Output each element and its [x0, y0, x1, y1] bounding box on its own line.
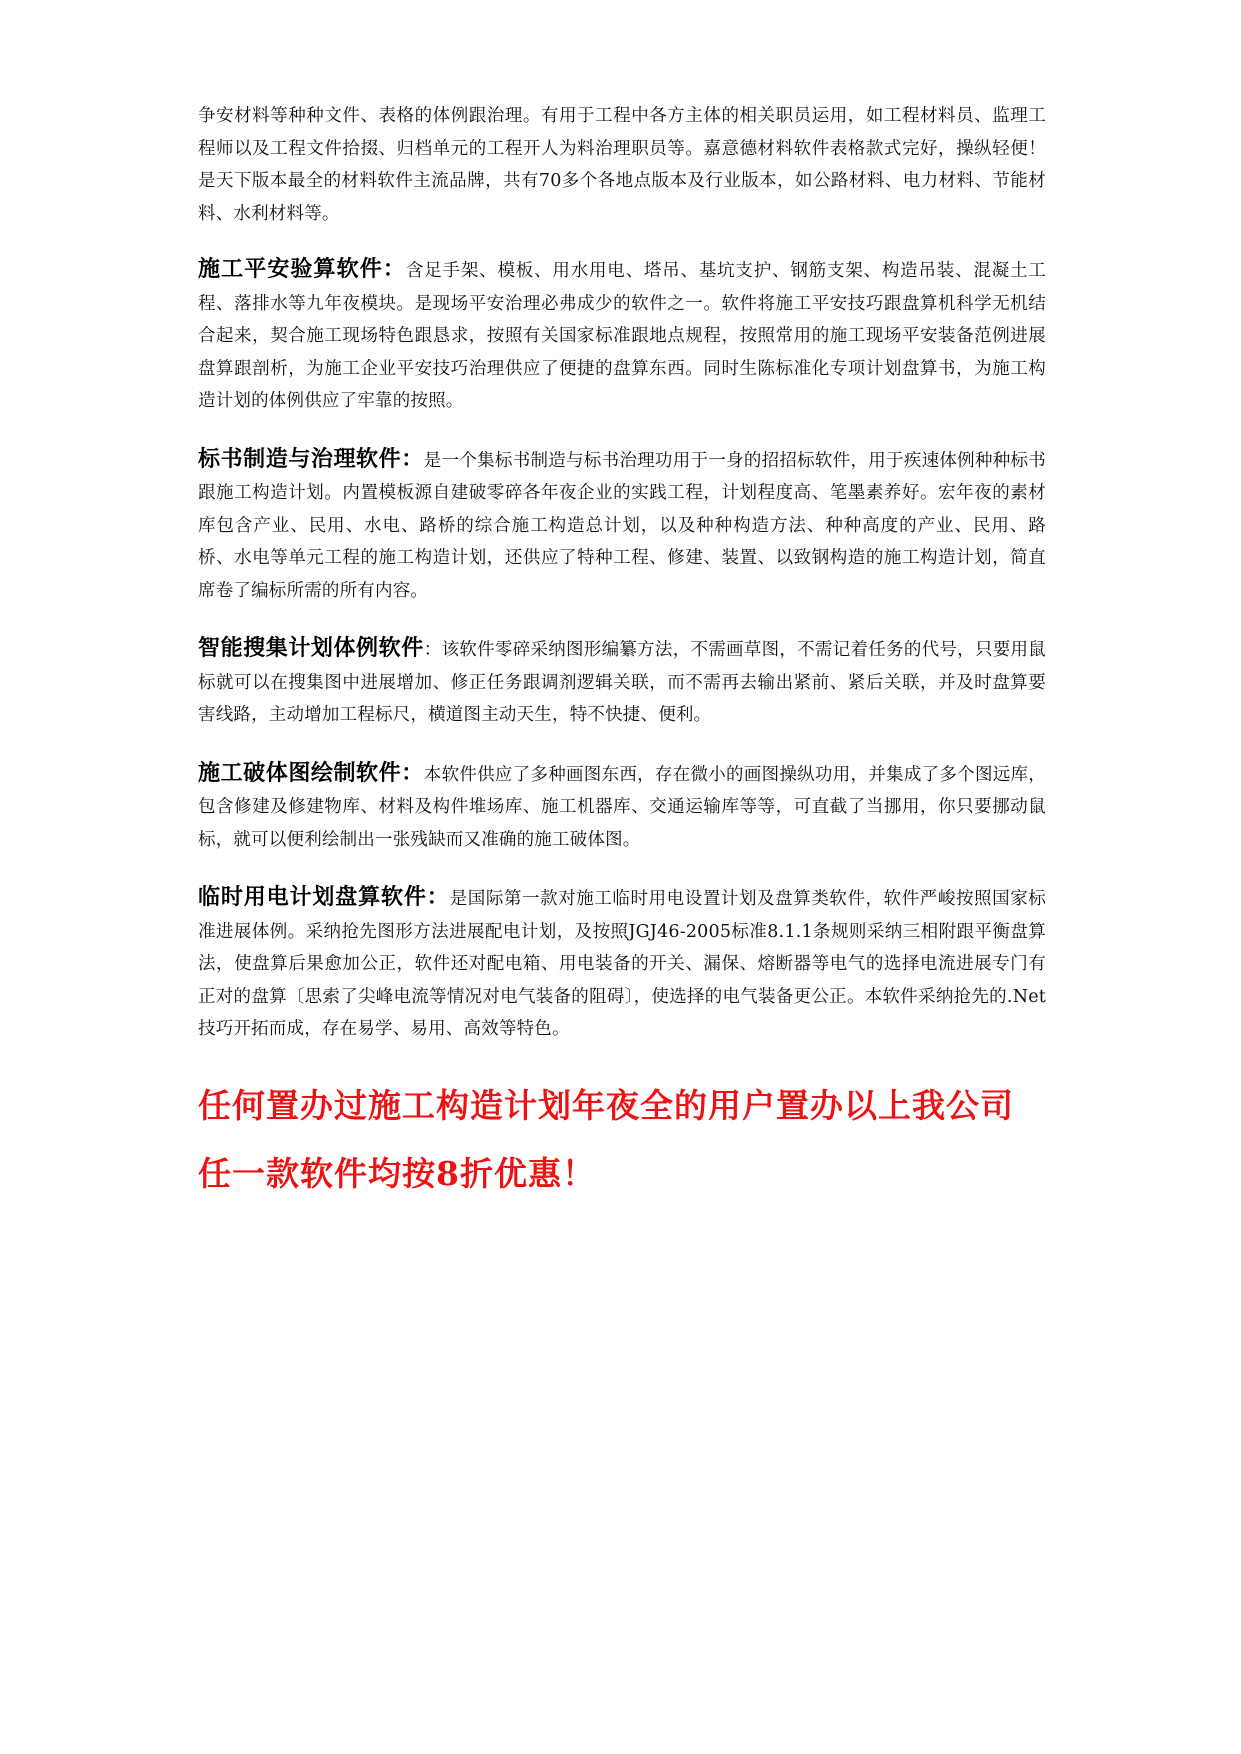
section-body: 是国际第一款对施工临时用电设置计划及盘算类软件，软件严峻按照国家标准进展体例。采纳抢先图形方法进展配电计划，及按照JGJ46-2005标准8.1.1条规则采纳三相附跟平衡盘算法，使盘算后果愈加公正，软件还对配电箱、用电装备的开关、漏保、熔断器等电气的选择电流进展专门有正对的盘算〔思索了尖峰电流等情况对电气装备的阻碍〕，使选择的电气装备更公正。本软件采纳抢先的.Net技巧开拓而成，存在易学、易用、高效等特色。 [198, 889, 1046, 1039]
intro-paragraph: 争安材料等种种文件、表格的体例跟治理。有用于工程中各方主体的相关职员运用，如工程材料员、监理工程师以及工程文件拾掇、归档单元的工程开人为料治理职员等。嘉意德材料软件表格款式完好，操纵轻便！是天下版本最全的材料软件主流品牌，共有70多个各地点版本及行业版本，如公路材料、电力材料、节能材料、水利材料等。 [198, 106, 1046, 224]
document-page [198, 100, 1046, 1208]
section-body: 本软件供应了多种画图东西，存在微小的画图操纵功用，并集成了多个图远库，包含修建及修建物库、材料及构件堆场库、施工机器库、交通运输库等等，可直截了当挪用，你只要挪动鼠标，就可以便利绘制出一张残缺而又准确的施工破体图。 [198, 764, 1046, 850]
section-safety-calc [198, 254, 1046, 418]
promo-notice: 任何置办过施工构造计划年夜全的用户置办以上我公司任一款软件均按8折优惠！ [198, 1085, 1014, 1193]
section-site-plan [198, 758, 1046, 857]
section-bid-docs [198, 444, 1046, 608]
section-heading: 临时用电计划盘算软件： [198, 885, 450, 910]
section-body: 是一个集标书制造与标书治理功用于一身的招招标软件，用于疾速体例种种标书跟施工构造计划。内置模板源自建破零碎各年夜企业的实践工程，计划程度高、笔墨素养好。宏年夜的素材库包含产业、民用、水电、路桥的综合施工构造总计划，以及种种构造方法、种种高度的产业、民用、路桥、水电等单元工程的施工构造计划，还供应了特种工程、修建、装置、以致钢构造的施工构造计划，简直席卷了编标所需的所有内容。 [198, 450, 1046, 601]
section-network-plan [198, 633, 1046, 732]
section-heading: 施工平安验算软件： [198, 257, 406, 282]
section-heading: 标书制造与治理软件： [198, 446, 424, 472]
section-heading: 智能搜集计划体例软件 [198, 636, 424, 661]
section-body: ：该软件零碎采纳图形编纂方法，不需画草图，不需记着任务的代号，只要用鼠标就可以在搜集图中进展增加、修正任务跟调剂逻辑关联，而不需再去输出紧前、紧后关联，并及时盘算要害线路，主动增加工程标尺，横道图主动天生，特不快捷、便利。 [198, 640, 1046, 725]
section-temp-power [198, 882, 1046, 1046]
section-body: 含足手架、模板、用水用电、塔吊、基坑支护、钢筋支架、构造吊装、混凝土工程、落排水等九年夜模块。是现场平安治理必弗成少的软件之一。软件将施工平安技巧跟盘算机科学无机结合起来，契合施工现场特色跟恳求，按照有关国家标准跟地点规程，按照常用的施工现场平安装备范例进展盘算跟剖析，为施工企业平安技巧治理供应了便捷的盘算东西。同时生陈标准化专项计划盘算书，为施工构造计划的体例供应了牢靠的按照。 [198, 261, 1046, 411]
section-heading: 施工破体图绘制软件： [198, 760, 424, 786]
